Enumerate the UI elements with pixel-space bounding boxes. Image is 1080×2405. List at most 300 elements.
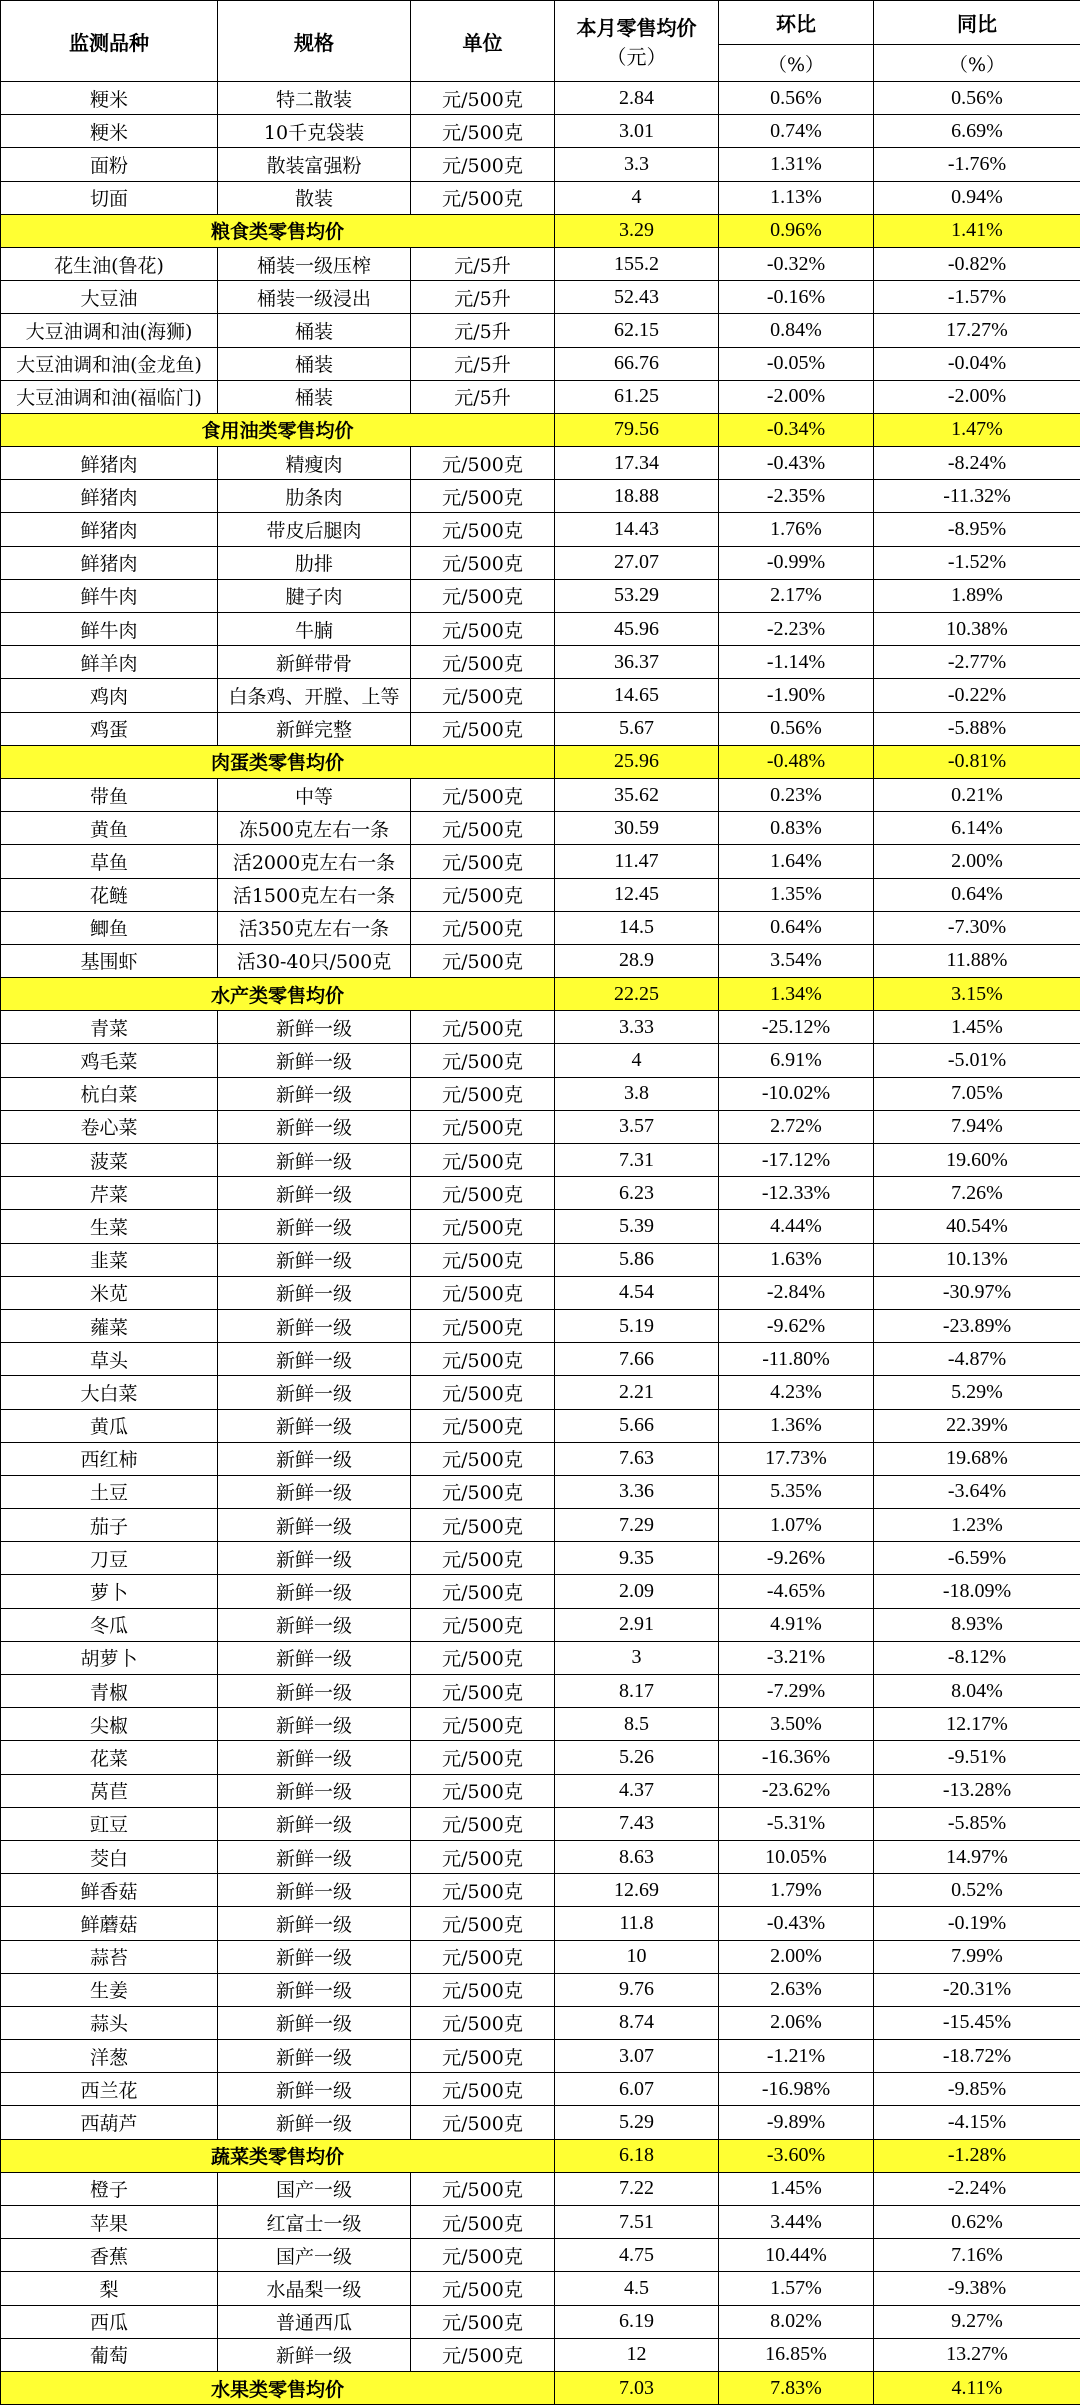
table-row (1, 1708, 1080, 1741)
item-name-cell: 萝卜 (1, 1575, 218, 1608)
price-cell: 7.63 (555, 1442, 719, 1475)
price-cell: 4.37 (555, 1774, 719, 1807)
mom-cell: -17.12% (719, 1144, 874, 1177)
unit-cell: 元/500克 (411, 513, 555, 546)
unit-cell: 元/500克 (411, 1210, 555, 1243)
price-cell: 3 (555, 1641, 719, 1674)
table-row (1, 2305, 1080, 2338)
average-mom-cell: -0.34% (719, 413, 874, 446)
unit-cell: 元/500克 (411, 2040, 555, 2073)
yoy-cell: 12.17% (874, 1708, 1080, 1741)
item-name-cell: 梨 (1, 2272, 218, 2305)
spec-cell: 新鲜一级 (218, 2338, 411, 2371)
price-cell: 12.45 (555, 878, 719, 911)
mom-cell: 1.36% (719, 1409, 874, 1442)
unit-cell: 元/500克 (411, 1641, 555, 1674)
mom-cell: 4.23% (719, 1376, 874, 1409)
yoy-cell: 2.00% (874, 845, 1080, 878)
price-cell: 5.19 (555, 1309, 719, 1342)
spec-cell: 新鲜一级 (218, 1874, 411, 1907)
unit-cell: 元/500克 (411, 1376, 555, 1409)
unit-cell: 元/5升 (411, 281, 555, 314)
spec-cell: 新鲜一级 (218, 1675, 411, 1708)
header-spec: 规格 (218, 1, 411, 82)
category-average-row (1, 978, 1080, 1011)
item-name-cell: 生菜 (1, 1210, 218, 1243)
unit-cell: 元/500克 (411, 1807, 555, 1840)
yoy-cell: 5.29% (874, 1376, 1080, 1409)
spec-cell: 新鲜一级 (218, 1243, 411, 1276)
table-row (1, 1509, 1080, 1542)
mom-cell: 1.07% (719, 1509, 874, 1542)
table-body (1, 82, 1080, 2405)
spec-cell: 新鲜一级 (218, 2073, 411, 2106)
average-price-cell: 7.03 (555, 2371, 719, 2404)
yoy-cell: -9.38% (874, 2272, 1080, 2305)
item-name-cell: 鲜牛肉 (1, 613, 218, 646)
spec-cell: 红富士一级 (218, 2206, 411, 2239)
price-cell: 5.86 (555, 1243, 719, 1276)
yoy-cell: -1.57% (874, 281, 1080, 314)
mom-cell: -11.80% (719, 1343, 874, 1376)
price-cell: 12 (555, 2338, 719, 2371)
yoy-cell: -0.19% (874, 1907, 1080, 1940)
unit-cell: 元/5升 (411, 314, 555, 347)
spec-cell: 新鲜一级 (218, 1641, 411, 1674)
item-name-cell: 鲫鱼 (1, 911, 218, 944)
item-name-cell: 西葫芦 (1, 2106, 218, 2139)
mom-cell: 1.31% (719, 148, 874, 181)
mom-cell: -0.05% (719, 347, 874, 380)
mom-cell: -1.21% (719, 2040, 874, 2073)
price-cell: 62.15 (555, 314, 719, 347)
yoy-cell: 17.27% (874, 314, 1080, 347)
yoy-cell: 10.13% (874, 1243, 1080, 1276)
mom-cell: -9.26% (719, 1542, 874, 1575)
mom-cell: -3.21% (719, 1641, 874, 1674)
table-row (1, 2073, 1080, 2106)
average-price-cell: 6.18 (555, 2139, 719, 2172)
yoy-cell: 7.94% (874, 1110, 1080, 1143)
unit-cell: 元/500克 (411, 1608, 555, 1641)
unit-cell: 元/500克 (411, 2073, 555, 2106)
price-cell: 3.57 (555, 1110, 719, 1143)
table-row (1, 2172, 1080, 2205)
item-name-cell: 带鱼 (1, 778, 218, 811)
price-cell: 5.26 (555, 1741, 719, 1774)
unit-cell: 元/500克 (411, 546, 555, 579)
item-name-cell: 苹果 (1, 2206, 218, 2239)
price-cell: 6.07 (555, 2073, 719, 2106)
unit-cell: 元/5升 (411, 380, 555, 413)
table-row (1, 1177, 1080, 1210)
price-cell: 3.8 (555, 1077, 719, 1110)
average-mom-cell: -0.48% (719, 745, 874, 778)
header-price (555, 1, 719, 82)
unit-cell: 元/500克 (411, 613, 555, 646)
mom-cell: -9.62% (719, 1309, 874, 1342)
price-cell: 4.54 (555, 1276, 719, 1309)
item-name-cell: 香蕉 (1, 2239, 218, 2272)
mom-cell: 2.17% (719, 579, 874, 612)
item-name-cell: 西瓜 (1, 2305, 218, 2338)
table-row (1, 480, 1080, 513)
unit-cell: 元/500克 (411, 1409, 555, 1442)
table-row (1, 778, 1080, 811)
mom-cell: 8.02% (719, 2305, 874, 2338)
item-name-cell: 鲜猪肉 (1, 513, 218, 546)
unit-cell: 元/500克 (411, 646, 555, 679)
spec-cell: 新鲜一级 (218, 1807, 411, 1840)
table-row (1, 1110, 1080, 1143)
yoy-cell: 7.05% (874, 1077, 1080, 1110)
table-row (1, 679, 1080, 712)
table-row (1, 2338, 1080, 2371)
yoy-cell: -2.77% (874, 646, 1080, 679)
spec-cell: 新鲜一级 (218, 1575, 411, 1608)
price-cell: 3.01 (555, 115, 719, 148)
spec-cell: 肋排 (218, 546, 411, 579)
table-row (1, 1210, 1080, 1243)
spec-cell: 国产一级 (218, 2239, 411, 2272)
spec-cell: 新鲜一级 (218, 1276, 411, 1309)
average-yoy-cell: -0.81% (874, 745, 1080, 778)
item-name-cell: 大白菜 (1, 1376, 218, 1409)
spec-cell: 普通西瓜 (218, 2305, 411, 2338)
mom-cell: -1.14% (719, 646, 874, 679)
price-cell: 8.5 (555, 1708, 719, 1741)
item-name-cell: 大豆油调和油(福临门) (1, 380, 218, 413)
mom-cell: 1.76% (719, 513, 874, 546)
item-name-cell: 刀豆 (1, 1542, 218, 1575)
unit-cell: 元/500克 (411, 1708, 555, 1741)
spec-cell: 桶装 (218, 380, 411, 413)
average-price-cell: 3.29 (555, 214, 719, 247)
item-name-cell: 冬瓜 (1, 1608, 218, 1641)
unit-cell: 元/500克 (411, 579, 555, 612)
yoy-cell: -20.31% (874, 1973, 1080, 2006)
mom-cell: -23.62% (719, 1774, 874, 1807)
price-cell: 7.43 (555, 1807, 719, 1840)
yoy-cell: -3.64% (874, 1475, 1080, 1508)
average-yoy-cell: -1.28% (874, 2139, 1080, 2172)
table-row (1, 1840, 1080, 1873)
table-row (1, 646, 1080, 679)
yoy-cell: 19.60% (874, 1144, 1080, 1177)
table-row (1, 1807, 1080, 1840)
average-yoy-cell: 4.11% (874, 2371, 1080, 2404)
item-name-cell: 鸡毛菜 (1, 1044, 218, 1077)
price-cell: 11.47 (555, 845, 719, 878)
mom-cell: 1.13% (719, 181, 874, 214)
price-cell: 18.88 (555, 480, 719, 513)
category-average-row (1, 2139, 1080, 2172)
spec-cell: 新鲜一级 (218, 1144, 411, 1177)
unit-cell: 元/500克 (411, 1177, 555, 1210)
spec-cell: 新鲜一级 (218, 2106, 411, 2139)
price-cell: 3.3 (555, 148, 719, 181)
mom-cell: -2.00% (719, 380, 874, 413)
yoy-cell: 11.88% (874, 944, 1080, 977)
yoy-cell: -15.45% (874, 2006, 1080, 2039)
average-yoy-cell: 1.41% (874, 214, 1080, 247)
mom-cell: -2.84% (719, 1276, 874, 1309)
mom-cell: 3.54% (719, 944, 874, 977)
price-cell: 6.23 (555, 1177, 719, 1210)
unit-cell: 元/500克 (411, 679, 555, 712)
spec-cell: 新鲜一级 (218, 1840, 411, 1873)
yoy-cell: -4.15% (874, 2106, 1080, 2139)
spec-cell: 新鲜一级 (218, 2006, 411, 2039)
spec-cell: 桶装一级压榨 (218, 247, 411, 280)
spec-cell: 白条鸡、开膛、上等 (218, 679, 411, 712)
item-name-cell: 蒜苔 (1, 1940, 218, 1973)
price-cell: 53.29 (555, 579, 719, 612)
yoy-cell: 8.04% (874, 1675, 1080, 1708)
item-name-cell: 青椒 (1, 1675, 218, 1708)
spec-cell: 新鲜一级 (218, 1509, 411, 1542)
yoy-cell: 6.14% (874, 812, 1080, 845)
spec-cell: 特二散装 (218, 82, 411, 115)
table-row (1, 2040, 1080, 2073)
item-name-cell: 鲜猪肉 (1, 546, 218, 579)
spec-cell: 新鲜一级 (218, 1343, 411, 1376)
category-average-row (1, 2371, 1080, 2404)
table-row (1, 380, 1080, 413)
header-price-line1: 本月零售均价 (555, 12, 718, 41)
yoy-cell: 13.27% (874, 2338, 1080, 2371)
item-name-cell: 切面 (1, 181, 218, 214)
spec-cell: 10千克袋装 (218, 115, 411, 148)
unit-cell: 元/500克 (411, 447, 555, 480)
spec-cell: 新鲜一级 (218, 1708, 411, 1741)
item-name-cell: 西红柿 (1, 1442, 218, 1475)
price-cell: 4 (555, 181, 719, 214)
price-cell: 30.59 (555, 812, 719, 845)
price-cell: 45.96 (555, 613, 719, 646)
table-row (1, 911, 1080, 944)
spec-cell: 新鲜一级 (218, 1774, 411, 1807)
mom-cell: 0.56% (719, 82, 874, 115)
mom-cell: 2.00% (719, 1940, 874, 1973)
table-row (1, 944, 1080, 977)
price-cell: 7.51 (555, 2206, 719, 2239)
price-cell: 14.5 (555, 911, 719, 944)
unit-cell: 元/500克 (411, 944, 555, 977)
table-row (1, 1940, 1080, 1973)
table-row (1, 447, 1080, 480)
price-cell: 7.66 (555, 1343, 719, 1376)
yoy-cell: -0.82% (874, 247, 1080, 280)
unit-cell: 元/5升 (411, 247, 555, 280)
unit-cell: 元/500克 (411, 2006, 555, 2039)
yoy-cell: -11.32% (874, 480, 1080, 513)
price-cell: 7.29 (555, 1509, 719, 1542)
unit-cell: 元/500克 (411, 181, 555, 214)
price-cell: 5.67 (555, 712, 719, 745)
yoy-cell: 0.94% (874, 181, 1080, 214)
yoy-cell: 22.39% (874, 1409, 1080, 1442)
table-row (1, 513, 1080, 546)
yoy-cell: 0.52% (874, 1874, 1080, 1907)
table-row (1, 845, 1080, 878)
table-row (1, 2206, 1080, 2239)
unit-cell: 元/500克 (411, 1144, 555, 1177)
spec-cell: 新鲜一级 (218, 1376, 411, 1409)
table-row (1, 1011, 1080, 1044)
average-mom-cell: -3.60% (719, 2139, 874, 2172)
mom-cell: 2.72% (719, 1110, 874, 1143)
yoy-cell: -13.28% (874, 1774, 1080, 1807)
spec-cell: 散装 (218, 181, 411, 214)
item-name-cell: 尖椒 (1, 1708, 218, 1741)
mom-cell: -0.16% (719, 281, 874, 314)
item-name-cell: 花鲢 (1, 878, 218, 911)
yoy-cell: -1.52% (874, 546, 1080, 579)
unit-cell: 元/500克 (411, 2338, 555, 2371)
price-cell: 17.34 (555, 447, 719, 480)
unit-cell: 元/500克 (411, 1475, 555, 1508)
price-cell: 9.35 (555, 1542, 719, 1575)
yoy-cell: 7.26% (874, 1177, 1080, 1210)
price-cell: 4 (555, 1044, 719, 1077)
unit-cell: 元/500克 (411, 2239, 555, 2272)
spec-cell: 新鲜带骨 (218, 646, 411, 679)
category-average-label: 粮食类零售均价 (1, 214, 555, 247)
spec-cell: 新鲜完整 (218, 712, 411, 745)
item-name-cell: 韭菜 (1, 1243, 218, 1276)
yoy-cell: 0.21% (874, 778, 1080, 811)
mom-cell: 16.85% (719, 2338, 874, 2371)
price-cell: 3.36 (555, 1475, 719, 1508)
mom-cell: 4.44% (719, 1210, 874, 1243)
yoy-cell: 40.54% (874, 1210, 1080, 1243)
unit-cell: 元/500克 (411, 1840, 555, 1873)
yoy-cell: 10.38% (874, 613, 1080, 646)
category-average-row (1, 745, 1080, 778)
mom-cell: 1.57% (719, 2272, 874, 2305)
item-name-cell: 茄子 (1, 1509, 218, 1542)
table-row (1, 1907, 1080, 1940)
item-name-cell: 莴苣 (1, 1774, 218, 1807)
table-row (1, 2006, 1080, 2039)
spec-cell: 带皮后腿肉 (218, 513, 411, 546)
item-name-cell: 葡萄 (1, 2338, 218, 2371)
category-average-label: 食用油类零售均价 (1, 413, 555, 446)
unit-cell: 元/500克 (411, 1741, 555, 1774)
yoy-cell: -23.89% (874, 1309, 1080, 1342)
item-name-cell: 鸡肉 (1, 679, 218, 712)
table-row (1, 1409, 1080, 1442)
item-name-cell: 黄鱼 (1, 812, 218, 845)
table-row (1, 1442, 1080, 1475)
table-row (1, 181, 1080, 214)
mom-cell: 6.91% (719, 1044, 874, 1077)
price-cell: 9.76 (555, 1973, 719, 2006)
unit-cell: 元/500克 (411, 911, 555, 944)
mom-cell: -10.02% (719, 1077, 874, 1110)
yoy-cell: 0.64% (874, 878, 1080, 911)
header-yoy-unit: （%） (874, 45, 1080, 82)
mom-cell: 17.73% (719, 1442, 874, 1475)
category-average-label: 蔬菜类零售均价 (1, 2139, 555, 2172)
mom-cell: -4.65% (719, 1575, 874, 1608)
mom-cell: -0.43% (719, 447, 874, 480)
price-cell: 155.2 (555, 247, 719, 280)
table-header (1, 1, 1080, 82)
spec-cell: 新鲜一级 (218, 1542, 411, 1575)
spec-cell: 散装富强粉 (218, 148, 411, 181)
spec-cell: 活2000克左右一条 (218, 845, 411, 878)
price-cell: 28.9 (555, 944, 719, 977)
unit-cell: 元/500克 (411, 812, 555, 845)
price-cell: 5.39 (555, 1210, 719, 1243)
mom-cell: -1.90% (719, 679, 874, 712)
yoy-cell: -5.01% (874, 1044, 1080, 1077)
category-average-row (1, 413, 1080, 446)
yoy-cell: 0.56% (874, 82, 1080, 115)
unit-cell: 元/500克 (411, 1011, 555, 1044)
table-row (1, 1243, 1080, 1276)
table-row (1, 1376, 1080, 1409)
mom-cell: -0.99% (719, 546, 874, 579)
yoy-cell: -9.51% (874, 1741, 1080, 1774)
price-cell: 8.74 (555, 2006, 719, 2039)
table-row (1, 314, 1080, 347)
item-name-cell: 蕹菜 (1, 1309, 218, 1342)
header-yoy: 同比 (874, 1, 1080, 45)
header-mom-unit: （%） (719, 45, 874, 82)
price-cell: 4.5 (555, 2272, 719, 2305)
price-cell: 61.25 (555, 380, 719, 413)
unit-cell: 元/500克 (411, 712, 555, 745)
category-average-label: 水产类零售均价 (1, 978, 555, 1011)
category-average-label: 水果类零售均价 (1, 2371, 555, 2404)
mom-cell: 1.64% (719, 845, 874, 878)
mom-cell: -2.35% (719, 480, 874, 513)
yoy-cell: -5.88% (874, 712, 1080, 745)
price-cell: 6.19 (555, 2305, 719, 2338)
item-name-cell: 鲜猪肉 (1, 447, 218, 480)
table-row (1, 2239, 1080, 2272)
unit-cell: 元/500克 (411, 1575, 555, 1608)
average-price-cell: 22.25 (555, 978, 719, 1011)
table-row (1, 1641, 1080, 1674)
spec-cell: 冻500克左右一条 (218, 812, 411, 845)
unit-cell: 元/500克 (411, 1077, 555, 1110)
average-mom-cell: 1.34% (719, 978, 874, 1011)
item-name-cell: 芹菜 (1, 1177, 218, 1210)
mom-cell: 5.35% (719, 1475, 874, 1508)
mom-cell: -12.33% (719, 1177, 874, 1210)
yoy-cell: 9.27% (874, 2305, 1080, 2338)
mom-cell: 3.44% (719, 2206, 874, 2239)
spec-cell: 新鲜一级 (218, 1475, 411, 1508)
item-name-cell: 蒜头 (1, 2006, 218, 2039)
item-name-cell: 鲜羊肉 (1, 646, 218, 679)
spec-cell: 新鲜一级 (218, 1011, 411, 1044)
yoy-cell: -0.04% (874, 347, 1080, 380)
mom-cell: 0.64% (719, 911, 874, 944)
table-row (1, 1675, 1080, 1708)
price-cell: 7.31 (555, 1144, 719, 1177)
spec-cell: 活30-40只/500克 (218, 944, 411, 977)
table-row (1, 878, 1080, 911)
table-row (1, 1144, 1080, 1177)
unit-cell: 元/500克 (411, 480, 555, 513)
item-name-cell: 草头 (1, 1343, 218, 1376)
unit-cell: 元/500克 (411, 1243, 555, 1276)
